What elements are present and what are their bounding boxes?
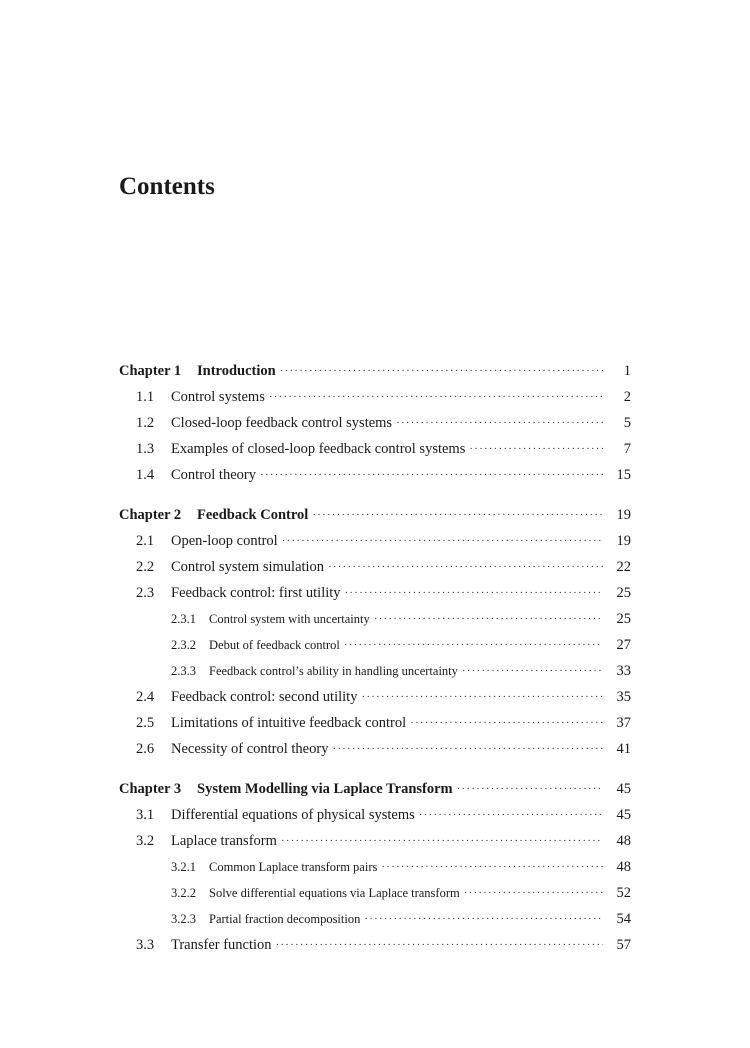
toc-page-number: 57: [616, 936, 631, 953]
toc-label: Transfer function: [171, 936, 272, 953]
toc-page-number: 15: [616, 466, 631, 483]
toc-label: Feedback control’s ability in handling uncertainty: [209, 663, 458, 678]
toc-entry-3-2-2[interactable]: [119, 880, 631, 906]
toc-entry-2-1[interactable]: [119, 528, 631, 554]
toc-entry-1-1[interactable]: [119, 384, 631, 410]
toc-page-number: 37: [616, 714, 631, 731]
toc-label: Introduction: [197, 362, 276, 379]
toc-page-number: 48: [616, 832, 631, 849]
toc-label: Partial fraction decomposition: [209, 911, 361, 926]
toc-entry-2-3-1[interactable]: [119, 606, 631, 632]
toc-number: Chapter 3: [119, 780, 182, 797]
dot-leader: [381, 862, 603, 873]
toc-number: Chapter 1: [119, 362, 182, 379]
dot-leader: [332, 744, 603, 755]
toc-entry-2-5[interactable]: [119, 710, 631, 736]
toc-label: Debut of feedback control: [209, 637, 340, 652]
toc-number: 1.4: [136, 466, 155, 483]
toc-page-number: 25: [616, 584, 631, 601]
toc-number: Chapter 2: [119, 506, 182, 523]
toc-entry-3-3[interactable]: [119, 932, 631, 958]
toc-label: Control system with uncertainty: [209, 611, 370, 626]
toc-entry-1-2[interactable]: [119, 410, 631, 436]
toc-entry-3-2[interactable]: [119, 828, 631, 854]
toc-entry-2-4[interactable]: [119, 684, 631, 710]
toc-number: 1.2: [136, 414, 155, 431]
toc-page-number: 54: [616, 910, 631, 927]
toc-page-number: 22: [616, 558, 631, 575]
toc-page-number: 48: [616, 858, 631, 875]
toc-number: 2.3.2: [171, 637, 196, 652]
toc-entry-chapter-1[interactable]: [119, 358, 631, 384]
toc-page-number: 52: [616, 884, 631, 901]
dot-leader: [374, 614, 603, 625]
toc-entry-3-2-3[interactable]: [119, 906, 631, 932]
toc-entry-chapter-3[interactable]: [119, 776, 631, 802]
toc-page-number: 27: [616, 636, 631, 653]
toc-entry-1-4[interactable]: [119, 462, 631, 488]
toc-number: 3.2: [136, 832, 155, 849]
table-of-contents: [119, 358, 631, 958]
dot-leader: [410, 718, 603, 729]
toc-label: Differential equations of physical systems: [171, 806, 415, 823]
toc-number: 2.1: [136, 532, 155, 549]
toc-number: 2.6: [136, 740, 155, 757]
toc-number: 2.3.3: [171, 663, 196, 678]
toc-label: Closed-loop feedback control systems: [171, 414, 393, 431]
dot-leader: [361, 692, 603, 703]
toc-entry-2-6[interactable]: [119, 736, 631, 762]
toc-number: 3.1: [136, 806, 155, 823]
toc-entry-2-2[interactable]: [119, 554, 631, 580]
toc-label: Control system simulation: [171, 558, 325, 575]
toc-number: 3.3: [136, 936, 155, 953]
toc-label: Solve differential equations via Laplace transform: [209, 885, 460, 900]
toc-label: Open-loop control: [171, 532, 278, 549]
page-title: Contents: [119, 173, 215, 200]
toc-page-number: 1: [623, 362, 631, 379]
toc-label: Control systems: [171, 388, 265, 405]
toc-number: 2.5: [136, 714, 155, 731]
toc-page-number: 2: [623, 388, 631, 405]
toc-label: Laplace transform: [171, 832, 277, 849]
toc-page-number: 33: [616, 662, 631, 679]
toc-label: Limitations of intuitive feedback control: [171, 714, 407, 731]
toc-label: Feedback control: first utility: [171, 584, 341, 601]
toc-entry-chapter-2[interactable]: [119, 502, 631, 528]
toc-entry-2-3[interactable]: [119, 580, 631, 606]
toc-page-number: 7: [623, 440, 631, 457]
dot-leader: [462, 666, 603, 677]
toc-number: 1.1: [136, 388, 155, 405]
toc-entry-3-2-1[interactable]: [119, 854, 631, 880]
dot-leader: [276, 940, 603, 951]
toc-label: Common Laplace transform pairs: [209, 859, 378, 874]
dot-leader: [396, 418, 603, 429]
dot-leader: [419, 810, 603, 821]
toc-page-number: 19: [616, 532, 631, 549]
toc-number: 2.3.1: [171, 611, 196, 626]
toc-page-number: 45: [616, 806, 631, 823]
dot-leader: [457, 784, 603, 795]
toc-number: 3.2.1: [171, 859, 196, 874]
dot-leader: [344, 640, 603, 651]
toc-label: Feedback Control: [197, 506, 309, 523]
toc-number: 1.3: [136, 440, 155, 457]
dot-leader: [345, 588, 603, 599]
toc-label: System Modelling via Laplace Transform: [197, 780, 453, 797]
toc-entry-2-3-3[interactable]: [119, 658, 631, 684]
toc-page-number: 45: [616, 780, 631, 797]
toc-entry-2-3-2[interactable]: [119, 632, 631, 658]
toc-page-number: 35: [616, 688, 631, 705]
dot-leader: [464, 888, 603, 899]
dot-leader: [281, 836, 603, 847]
dot-leader: [328, 562, 603, 573]
dot-leader: [260, 470, 603, 481]
toc-page-number: 19: [616, 506, 631, 523]
toc-page-number: 41: [616, 740, 631, 757]
toc-page-number: 5: [623, 414, 631, 431]
toc-number: 3.2.3: [171, 911, 196, 926]
dot-leader: [269, 392, 603, 403]
dot-leader: [282, 536, 603, 547]
toc-entry-1-3[interactable]: [119, 436, 631, 462]
toc-entry-3-1[interactable]: [119, 802, 631, 828]
toc-number: 2.3: [136, 584, 155, 601]
toc-label: Examples of closed-loop feedback control systems: [171, 440, 466, 457]
toc-number: 2.4: [136, 688, 155, 705]
toc-number: 2.2: [136, 558, 155, 575]
dot-leader: [364, 914, 603, 925]
dot-leader: [312, 510, 603, 521]
toc-label: Control theory: [171, 466, 256, 483]
toc-label: Feedback control: second utility: [171, 688, 358, 705]
dot-leader: [469, 444, 603, 455]
toc-number: 3.2.2: [171, 885, 196, 900]
toc-page-number: 25: [616, 610, 631, 627]
dot-leader: [280, 366, 603, 377]
toc-label: Necessity of control theory: [171, 740, 329, 757]
